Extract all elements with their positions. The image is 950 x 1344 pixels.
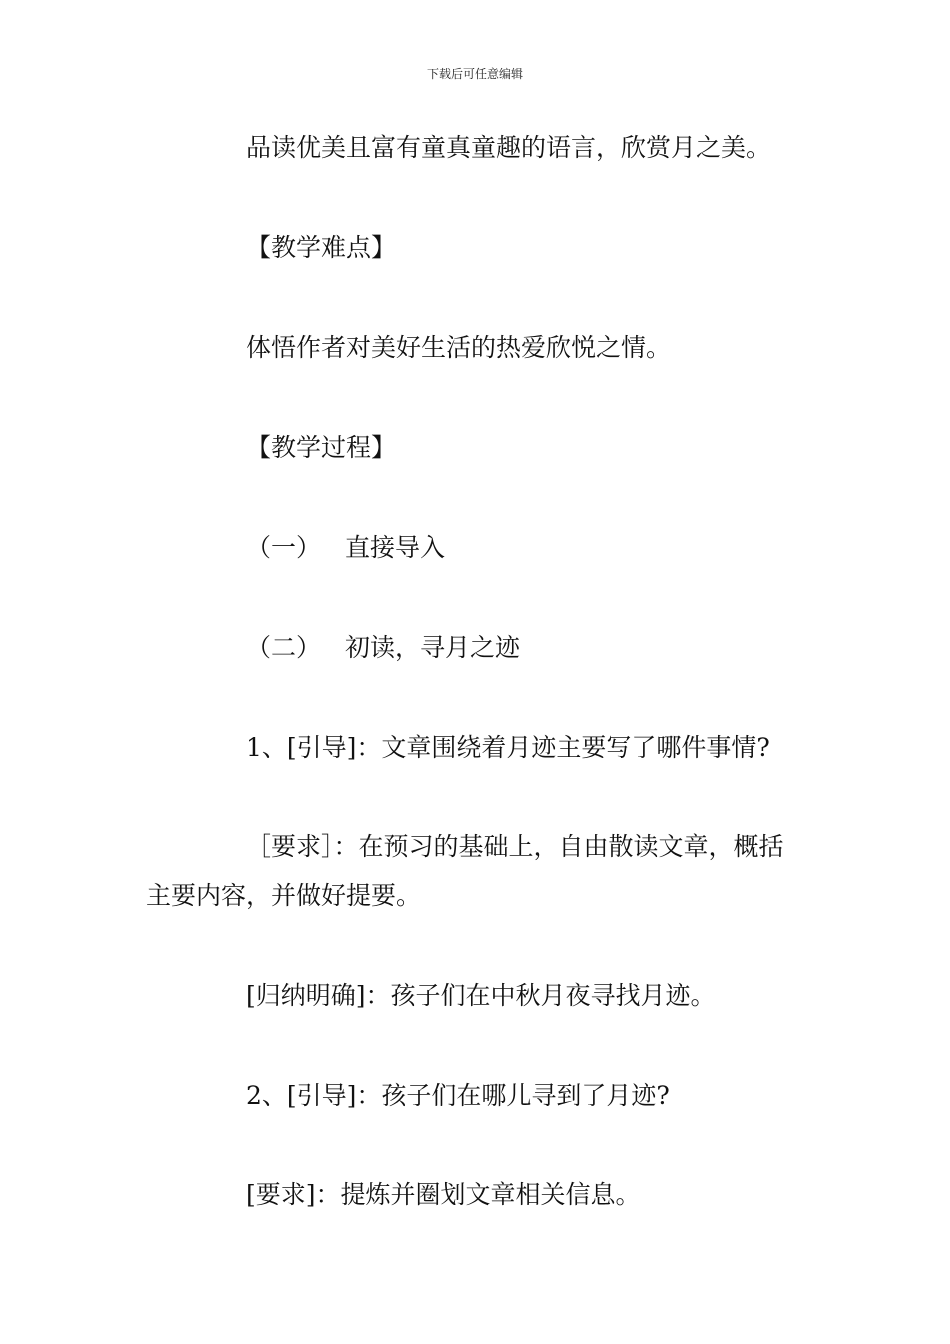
section-two-title: 初读，寻月之迹 — [345, 633, 521, 662]
section-two — [246, 633, 520, 663]
heading-teaching-difficulty: 【教学难点】 — [246, 233, 397, 262]
section-two-number: （二） — [246, 633, 322, 662]
heading-teaching-process: 【教学过程】 — [246, 433, 397, 462]
question-one: 1、[引导]：文章围绕着月迹主要写了哪件事情? — [246, 733, 770, 762]
section-one-number: （一） — [246, 533, 322, 562]
requirement-one-line1: ［要求］：在预习的基础上，自由散读文章，概括 — [246, 832, 784, 861]
paragraph-difficulty: 体悟作者对美好生活的热爱欣悦之情。 — [246, 333, 672, 362]
requirement-one-line2: 主要内容，并做好提要。 — [146, 881, 422, 910]
section-one-title: 直接导入 — [345, 533, 446, 562]
paragraph-key-point: 品读优美且富有童真童趣的语言，欣赏月之美。 — [246, 133, 772, 162]
requirement-two: [要求]：提炼并圈划文章相关信息。 — [246, 1180, 641, 1209]
summary-one: [归纳明确]：孩子们在中秋月夜寻找月迹。 — [246, 981, 716, 1010]
question-two: 2、[引导]：孩子们在哪儿寻到了月迹? — [246, 1081, 670, 1110]
page-header: 下载后可任意编辑 — [426, 67, 523, 81]
section-one — [246, 533, 445, 563]
